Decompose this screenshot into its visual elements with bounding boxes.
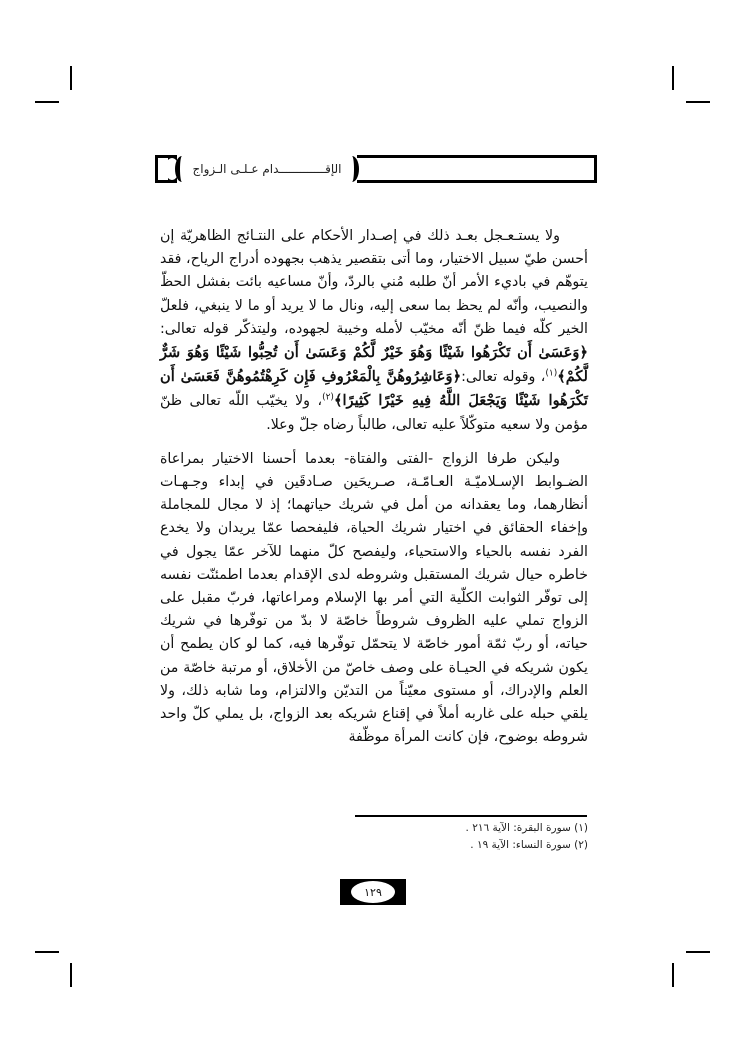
page-number: ١٢٩ bbox=[351, 881, 395, 903]
paragraph-text: ، وقوله تعالى: bbox=[461, 369, 546, 386]
header-left-cap bbox=[155, 155, 177, 183]
running-title: الإقـــــــــــــدام عـلـى الـزواج bbox=[192, 162, 342, 176]
footnote-2: (٢) سورة النساء: الآية ١٩ . bbox=[470, 839, 588, 851]
header-title-box bbox=[177, 155, 357, 183]
footnotes bbox=[360, 820, 588, 854]
paragraph bbox=[160, 225, 588, 437]
quran-verse: ﴿وَعَسَىٰ أَن تَكْرَهُوا شَيْئًا وَهُوَ خَيْرٌ لَّكُمْ وَعَسَىٰ أَن تُحِبُّوا شَيْئًا وَهُوَ شَرٌّ لَّكُمْ﴾ bbox=[160, 344, 588, 386]
header-bracket-left bbox=[175, 156, 189, 182]
crop-mark-top-left-vertical bbox=[70, 66, 72, 90]
crop-mark-bottom-right-vertical bbox=[672, 963, 674, 987]
crop-mark-top-right-horizontal bbox=[686, 101, 710, 103]
paragraph-text: ، ولا يخيّب اللّه تعالى ظنّ مؤمن ولا سعيه متوكّلاً عليه تعالى، طالباً رضاه جلّ وعلا. bbox=[160, 393, 588, 433]
body-text bbox=[160, 225, 588, 749]
footnote-ref[interactable]: (٢) bbox=[322, 392, 334, 403]
crop-mark-bottom-left-vertical bbox=[70, 963, 72, 987]
footnote-separator bbox=[355, 815, 587, 817]
paragraph-text: ولا يستـعـجل بعـد ذلك في إصـدار الأحكام على النتـائج الظاهريّة إن أحسن طيّ سبيل الاختيار، وما أتى بتقصير يذهب بجهوده أدراج الرياح، فقد يتوهّم في باديء الأمر أنّ طلبه مُني بالردّ، وأنّ مساعيه بائت بفشل الحظّ والنصيب، وأنّه لم يحظ بما سعى إليه، ونال ما لا يريد أو ما لا ينبغي، فلعلّ الخير كلّه فيما ظنّ أنّه مخيّب لأمله وخيبة لجهوده، وليتذكّر قوله تعالى: bbox=[160, 228, 588, 337]
footnote-ref[interactable]: (١) bbox=[545, 368, 558, 379]
header-bracket-right bbox=[345, 156, 359, 182]
page-number-badge bbox=[340, 879, 406, 905]
running-header bbox=[155, 155, 597, 183]
crop-mark-top-left-horizontal bbox=[35, 101, 59, 103]
paragraph-text: وليكن طرفا الزواج -الفتى والفتاة- بعدما أحسنا الاختيار بمراعاة الضـوابط الإسـلاميّـة العـامّـة، صـريحَين صـادقَين في إبداء وجـهـات أنظارهما، وما يعقدانه من أمل في شريك حياتهما؛ إذ لا مجال للمجاملة وإخفاء الحقائق في اختيار شريك الحياة، فليفحصا عمّا يريدان ولا يخدع الفرد نفسه بالحياء والاستحياء، وليفصح كلّ منهما للآخر عمّا يجول في خاطره حيال شريك المستقبل وشروطه لدى الإقدام بعدما اطمئنّت نفسه إلى توفّر الثوابت الكلّية التي أمر بها الإسلام ومراعاتها، فربّ مقبل على الزواج تملي عليه الظروف شروطاً خاصّة لا بدّ من توفّرها في شريك حياته، أو ربّ ثمّة أمور خاصّة لا يتحمّل توفّرها فيه، كما لو كان يطمح أن يكون شريكه في الحيـاة على وصف خاصّ من الأخلاق، أو مرتبة خاصّة من العلم والإدراك، أو مستوى معيّناً من التديّن والالتزام، وما شابه ذلك، ولا يلقي حبله على غاربه أملاً في إقناع شريكه بعد الزواج، بل يملي كلّ واحد شروطه بوضوح، فإن كانت المرأة موظّفة bbox=[160, 450, 588, 746]
crop-mark-top-right-vertical bbox=[672, 66, 674, 90]
footnote-1: (١) سورة البقرة: الآية ٢١٦ . bbox=[465, 822, 588, 834]
quran-verse: ﴿وَعَاشِرُوهُنَّ بِالْمَعْرُوفِ فَإِن كَرِهْتُمُوهُنَّ فَعَسَىٰ أَن تَكْرَهُوا شَيْئًا وَيَجْعَلَ اللَّهُ فِيهِ خَيْرًا كَثِيرًا﴾ bbox=[160, 368, 588, 410]
crop-mark-bottom-left-horizontal bbox=[35, 951, 59, 953]
paragraph bbox=[160, 448, 588, 750]
crop-mark-bottom-right-horizontal bbox=[686, 951, 710, 953]
